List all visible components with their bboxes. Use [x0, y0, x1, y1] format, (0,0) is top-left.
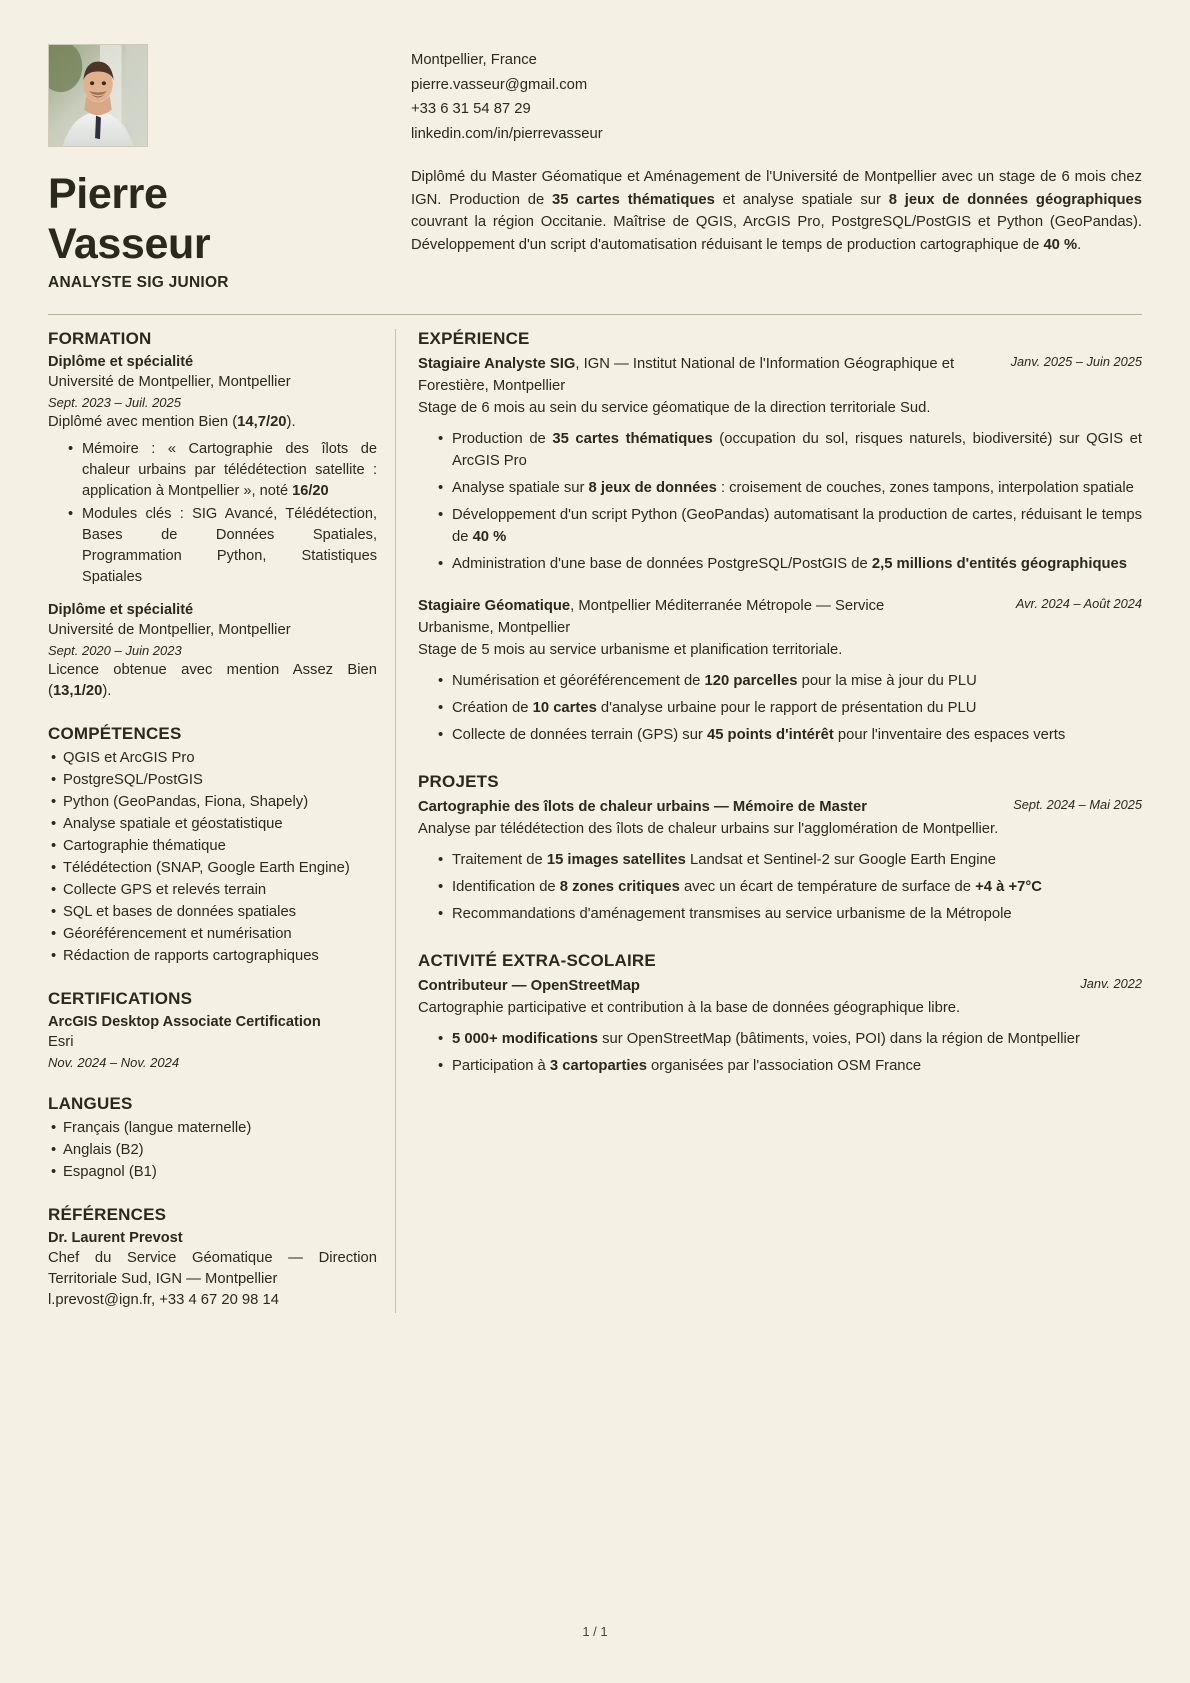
list-item: • Production de 35 cartes thématiques (occupation du sol, risques naturels, biodiversité) sur QGIS et ArcGIS Pro: [452, 428, 1142, 472]
section-heading-activite: ACTIVITÉ EXTRA-SCOLAIRE: [418, 951, 656, 970]
entry-organisation: Université de Montpellier, Montpellier: [48, 622, 291, 638]
resume-body: [48, 329, 1142, 1313]
reference-name: Dr. Laurent Prevost: [48, 1230, 183, 1246]
project-entry: [418, 796, 1142, 925]
entry-headline: Contributeur — OpenStreetMap: [418, 978, 640, 994]
entry-header: [418, 975, 1142, 997]
entry-headline: Stagiaire Géomatique, Montpellier Méditerranée Métropole — Service Urbanisme, Montpellier: [418, 598, 885, 636]
list-item: • Collecte GPS et relevés terrain: [63, 879, 377, 901]
activite-entries: [418, 975, 1142, 1077]
list-item: • 5 000+ modifications sur OpenStreetMap (bâtiments, voies, POI) dans la région de Montpellier: [452, 1028, 1142, 1050]
list-item: • Français (langue maternelle): [63, 1117, 377, 1139]
list-item: • Python (GeoPandas, Fiona, Shapely): [63, 791, 377, 813]
first-name: Pierre: [48, 170, 168, 218]
reference-position: Chef du Service Géomatique — Direction Territoriale Sud, IGN — Montpellier: [48, 1250, 377, 1287]
entry-date: Janv. 2025 – Juin 2025: [1010, 354, 1142, 369]
section-heading-competences: COMPÉTENCES: [48, 724, 182, 743]
section-heading-langues: LANGUES: [48, 1094, 133, 1113]
list-item: • Collecte de données terrain (GPS) sur 45 points d'intérêt pour l'inventaire des espaces verts: [452, 724, 1142, 746]
section-heading-formation: FORMATION: [48, 329, 152, 348]
list-item: • Mémoire : « Cartographie des îlots de chaleur urbains par télédétection satellite : application à Montpellier », noté 16/20: [82, 439, 377, 502]
entry-header: [418, 796, 1142, 818]
page-indicator: 1 / 1: [582, 1624, 608, 1639]
header-divider: [48, 314, 1142, 315]
formation-entry: [48, 352, 377, 588]
list-item: • Développement d'un script Python (GeoPandas) automatisant la production de cartes, réduisant le temps de 40 %: [452, 504, 1142, 548]
list-item: • Numérisation et géoréférencement de 120 parcelles pour la mise à jour du PLU: [452, 670, 1142, 692]
entry-description: Licence obtenue avec mention Assez Bien (13,1/20).: [48, 662, 377, 699]
entry-headline: Stagiaire Analyste SIG, IGN — Institut National de l'Information Géographique et Forestière, Montpellier: [418, 356, 955, 394]
entry-header: [418, 353, 1142, 397]
entry-header: [418, 595, 1142, 639]
experience-entry: [418, 595, 1142, 746]
last-name: Vasseur: [48, 220, 211, 268]
list-item: • Modules clés : SIG Avancé, Télédétection, Bases de Données Spatiales, Programmation Python, Statistiques Spatiales: [82, 504, 377, 588]
entry-organisation: Université de Montpellier, Montpellier: [48, 374, 291, 390]
entry-description: Diplômé avec mention Bien (14,7/20).: [48, 414, 296, 430]
list-item: • Traitement de 15 images satellites Landsat et Sentinel-2 sur Google Earth Engine: [452, 849, 1142, 871]
header-contact-summary: [403, 44, 1142, 256]
list-item: • Analyse spatiale et géostatistique: [63, 813, 377, 835]
entry-bullets: [418, 428, 1142, 575]
entry-date: Nov. 2024 – Nov. 2024: [48, 1055, 180, 1070]
entry-subtitle: Stage de 5 mois au service urbanisme et planification territoriale.: [418, 642, 843, 658]
entry-subtitle: Analyse par télédétection des îlots de chaleur urbains sur l'agglomération de Montpellier.: [418, 821, 999, 837]
competences-list: [48, 747, 377, 967]
entry-date: Sept. 2023 – Juil. 2025: [48, 395, 181, 410]
formation-entry: [48, 600, 377, 702]
list-item: • Création de 10 cartes d'analyse urbaine pour le rapport de présentation du PLU: [452, 697, 1142, 719]
entry-headline: Cartographie des îlots de chaleur urbains — Mémoire de Master: [418, 799, 867, 815]
list-item: • Administration d'une base de données PostgreSQL/PostGIS de 2,5 millions d'entités géographiques: [452, 553, 1142, 575]
list-item: • Rédaction de rapports cartographiques: [63, 945, 377, 967]
entry-title: ArcGIS Desktop Associate Certification: [48, 1014, 321, 1030]
header-identity: [48, 44, 403, 292]
list-item: • PostgreSQL/PostGIS: [63, 769, 377, 791]
contact-linkedin[interactable]: linkedin.com/in/pierrevasseur: [411, 125, 603, 142]
list-item: • Analyse spatiale sur 8 jeux de données : croisement de couches, zones tampons, interpolation spatiale: [452, 477, 1142, 499]
entry-date: Janv. 2022: [1080, 976, 1142, 991]
list-item: • Géoréférencement et numérisation: [63, 923, 377, 945]
formation-entries: [48, 352, 377, 702]
activity-entry: [418, 975, 1142, 1077]
entry-title: Diplôme et spécialité: [48, 602, 194, 618]
page-title: [48, 169, 403, 269]
contact-phone[interactable]: +33 6 31 54 87 29: [411, 101, 531, 117]
entry-date: Sept. 2020 – Juin 2023: [48, 643, 182, 658]
left-column: [48, 329, 395, 1313]
profile-summary: Diplômé du Master Géomatique et Aménagement de l'Université de Montpellier avec un stage de 6 mois chez IGN. Production de 35 cartes thématiques et analyse spatiale sur 8 jeux de données géographiques couvrant la région Occitanie. Maîtrise de QGIS, ArcGIS Pro, PostgreSQL/PostGIS et Python (GeoPandas). Développement d'un script d'automatisation réduisant le temps de production cartographique de 40 %.: [411, 169, 1142, 253]
resume-header: [48, 44, 1142, 292]
experience-entries: [418, 353, 1142, 746]
entry-bullets: [48, 439, 377, 588]
reference-entry: [48, 1228, 377, 1311]
entry-subtitle: Stage de 6 mois au sein du service géomatique de la direction territoriale Sud.: [418, 400, 931, 416]
contact-location: Montpellier, France: [411, 52, 537, 68]
certification-entries: [48, 1012, 377, 1072]
entry-date: Sept. 2024 – Mai 2025: [1013, 797, 1142, 812]
list-item: • SQL et bases de données spatiales: [63, 901, 377, 923]
entry-date: Avr. 2024 – Août 2024: [1015, 596, 1142, 611]
avatar: [48, 44, 148, 147]
certification-entry: [48, 1012, 377, 1072]
langues-list: [48, 1117, 377, 1183]
entry-bullets: [418, 670, 1142, 746]
experience-entry: [418, 353, 1142, 575]
entry-bullets: [418, 849, 1142, 925]
entry-title: Diplôme et spécialité: [48, 354, 194, 370]
section-heading-projets: PROJETS: [418, 772, 499, 791]
list-item: • Espagnol (B1): [63, 1161, 377, 1183]
projets-entries: [418, 796, 1142, 925]
list-item: • QGIS et ArcGIS Pro: [63, 747, 377, 769]
entry-subtitle: Cartographie participative et contribution à la base de données géographique libre.: [418, 1000, 961, 1016]
entry-bullets: [418, 1028, 1142, 1077]
list-item: • Recommandations d'aménagement transmises au service urbanisme de la Métropole: [452, 903, 1142, 925]
right-column: [395, 329, 1142, 1313]
list-item: • Participation à 3 cartoparties organisées par l'association OSM France: [452, 1055, 1142, 1077]
portrait-photo-icon: [49, 45, 147, 146]
section-heading-certifications: CERTIFICATIONS: [48, 989, 193, 1008]
section-heading-experience: EXPÉRIENCE: [418, 329, 530, 348]
contact-email[interactable]: pierre.vasseur@gmail.com: [411, 76, 588, 93]
reference-contact[interactable]: l.prevost@ign.fr, +33 4 67 20 98 14: [48, 1292, 279, 1308]
list-item: • Anglais (B2): [63, 1139, 377, 1161]
list-item: • Identification de 8 zones critiques avec un écart de température de surface de +4 à +7°C: [452, 876, 1142, 898]
list-item: • Télédétection (SNAP, Google Earth Engine): [63, 857, 377, 879]
list-item: • Cartographie thématique: [63, 835, 377, 857]
entry-organisation: Esri: [48, 1034, 74, 1050]
section-heading-references: RÉFÉRENCES: [48, 1205, 167, 1224]
job-title: ANALYSTE SIG JUNIOR: [48, 274, 229, 291]
